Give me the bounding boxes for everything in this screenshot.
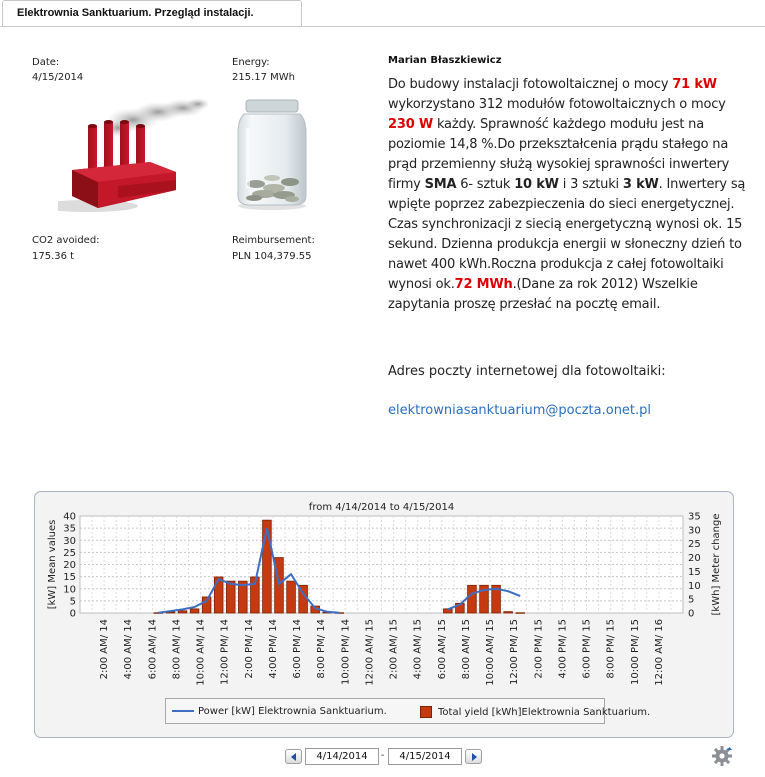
x-tick-label: 8:00 PM/ 15	[605, 619, 617, 679]
y2-tick-label: 10	[688, 580, 701, 592]
y-tick-label: 10	[63, 584, 76, 596]
y-tick-label: 0	[69, 608, 76, 620]
bar-total-yield	[443, 609, 452, 613]
body-text-1: Do budowy instalacji fotowoltaicznej o mocy	[388, 77, 673, 92]
y-tick-label: 40	[63, 511, 76, 523]
date-value: 4/15/2014	[32, 72, 84, 83]
y2-tick-label: 35	[688, 511, 701, 523]
x-tick-label: 2:00 PM/ 14	[243, 619, 255, 679]
x-tick-label: 10:00 PM/ 14	[340, 619, 352, 685]
bar-total-yield	[190, 609, 199, 613]
x-tick-label: 2:00 PM/ 15	[533, 619, 545, 679]
x-tick-label: 12:00 AM/ 15	[364, 619, 376, 686]
body-text-3: każdy. Sprawność każdego modułu jest na poziomie 14,8 %.Do przekształcenia prądu stałego na prąd przemienny służą wysokiej sprawności inwertery firmy	[388, 117, 730, 192]
y2-tick-label: 15	[688, 566, 701, 578]
bar-total-yield	[287, 581, 296, 613]
bar-total-yield	[516, 613, 525, 614]
factory-icon	[58, 90, 208, 220]
x-tick-label: 12:00 AM/ 16	[653, 619, 665, 686]
x-tick-label: 12:00 PM/ 15	[509, 619, 521, 685]
article-body	[388, 75, 748, 315]
y2-tick-label: 20	[688, 553, 701, 565]
bar-total-yield	[504, 612, 513, 613]
x-tick-label: 6:00 AM/ 15	[436, 619, 448, 680]
settings-gear-icon[interactable]	[711, 745, 733, 767]
y2-axis-label: [kWh] Meter change	[711, 513, 722, 616]
x-tick-label: 10:00 PM/ 15	[629, 619, 641, 685]
y-tick-label: 25	[63, 547, 76, 559]
energy-label: Energy:	[232, 57, 270, 68]
y2-tick-label: 30	[688, 525, 701, 537]
body-text-7: .(Dane za rok 2012) Wszelkie zapytania proszę przesłać na pocztę email.	[388, 277, 698, 312]
y-tick-label: 20	[63, 560, 76, 571]
x-tick-label: 6:00 PM/ 15	[581, 619, 593, 679]
x-tick-label: 12:00 PM/ 14	[219, 619, 231, 685]
y-tick-label: 30	[63, 535, 76, 547]
arrow-left-icon	[291, 753, 296, 761]
co2-label: CO2 avoided:	[32, 235, 100, 246]
email-link[interactable]: elektrowniasanktuarium@poczta.onet.pl	[388, 403, 652, 418]
x-tick-label: 6:00 AM/ 14	[147, 619, 159, 680]
chart-legend	[165, 698, 651, 724]
y2-tick-label: 0	[688, 608, 695, 620]
x-tick-label: 4:00 AM/ 14	[123, 619, 135, 680]
legend-power	[172, 706, 387, 717]
x-tick-label: 4:00 PM/ 15	[557, 619, 569, 679]
x-tick-label: 10:00 AM/ 15	[485, 619, 497, 686]
arrow-right-icon	[472, 753, 477, 761]
legend-power-swatch	[172, 710, 194, 712]
energy-value: 215.17 MWh	[232, 72, 296, 83]
legend-yield-swatch	[420, 706, 432, 718]
prev-date-button[interactable]	[285, 749, 302, 764]
chart-panel	[34, 491, 734, 738]
highlight-annual-yield: 72 MWh	[454, 277, 513, 292]
email-label: Adres poczty internetowej dla fotowoltaiki:	[388, 364, 666, 379]
y-tick-label: 35	[63, 523, 76, 535]
body-text-5: i 3 sztuki	[558, 177, 623, 192]
body-text-2: wykorzystano 312 modułów fotowoltaicznych o mocy	[388, 97, 726, 112]
date-range-separator: -	[381, 750, 385, 761]
article	[388, 55, 748, 315]
highlight-module-power: 230 W	[388, 117, 434, 132]
x-tick-label: 4:00 PM/ 14	[267, 619, 279, 679]
y2-tick-label: 25	[688, 539, 701, 551]
body-text-4: 6- sztuk	[456, 177, 515, 192]
bar-total-yield	[178, 611, 187, 613]
chart-title: from 4/14/2014 to 4/15/2014	[308, 502, 455, 513]
y-tick-label: 5	[69, 596, 76, 608]
legend-yield	[420, 706, 650, 718]
x-tick-label: 10:00 AM/ 14	[195, 619, 207, 686]
date-to-input[interactable]: 4/15/2014	[388, 748, 462, 765]
bar-total-yield	[226, 581, 235, 613]
bar-total-yield	[214, 577, 223, 613]
date-from-input[interactable]: 4/14/2014	[305, 748, 379, 765]
legend-power-label: Power [kW] Elektrownia Sanktuarium.	[198, 706, 387, 717]
x-tick-label: 6:00 PM/ 14	[292, 619, 304, 679]
x-tick-label: 4:00 AM/ 15	[412, 619, 424, 680]
y-axis-label: [kW] Mean values	[47, 519, 58, 610]
author-name: Marian Błaszkiewicz	[388, 55, 502, 66]
y-tick-label: 15	[63, 572, 76, 584]
x-tick-label: 8:00 AM/ 14	[171, 619, 183, 680]
tab-bar	[0, 0, 765, 27]
bar-total-yield	[263, 520, 272, 613]
x-tick-label: 8:00 AM/ 15	[460, 619, 472, 680]
inverter-3kw: 3 kW	[622, 177, 659, 192]
y2-tick-label: 5	[688, 594, 695, 606]
legend-yield-label: Total yield [kWh]Elektrownia Sanktuarium.	[438, 707, 651, 718]
next-date-button[interactable]	[465, 749, 482, 764]
inverter-10kw: 10 kW	[514, 177, 559, 192]
highlight-power: 71 kW	[672, 77, 717, 92]
reimbursement-label: Reimbursement:	[232, 235, 315, 246]
date-label: Date:	[32, 57, 60, 68]
x-tick-label: 2:00 AM/ 15	[388, 619, 400, 680]
co2-value: 175.36 t	[32, 251, 75, 262]
reimbursement-value: PLN 104,379.55	[232, 251, 312, 262]
body-text-6: . Inwertery są wpięte poprzez zabezpieczenia do sieci energetycznej. Czas synchronizacji z siecią energetyczną wynosi ok. 15 sekund. Dzienna produkcja energii w słoneczny dzień to nawet 400 kWh.Roczna produkcja z całej fotowoltaiki wynosi ok.	[388, 177, 746, 292]
brand-sma: SMA	[424, 177, 457, 192]
jar-icon	[234, 98, 310, 210]
tab-overview[interactable]: Elektrownia Sanktuarium. Przegląd instalacji.	[2, 0, 302, 26]
x-tick-label: 2:00 AM/ 14	[99, 619, 111, 680]
x-tick-label: 8:00 PM/ 14	[316, 619, 328, 679]
bar-total-yield	[468, 585, 477, 613]
